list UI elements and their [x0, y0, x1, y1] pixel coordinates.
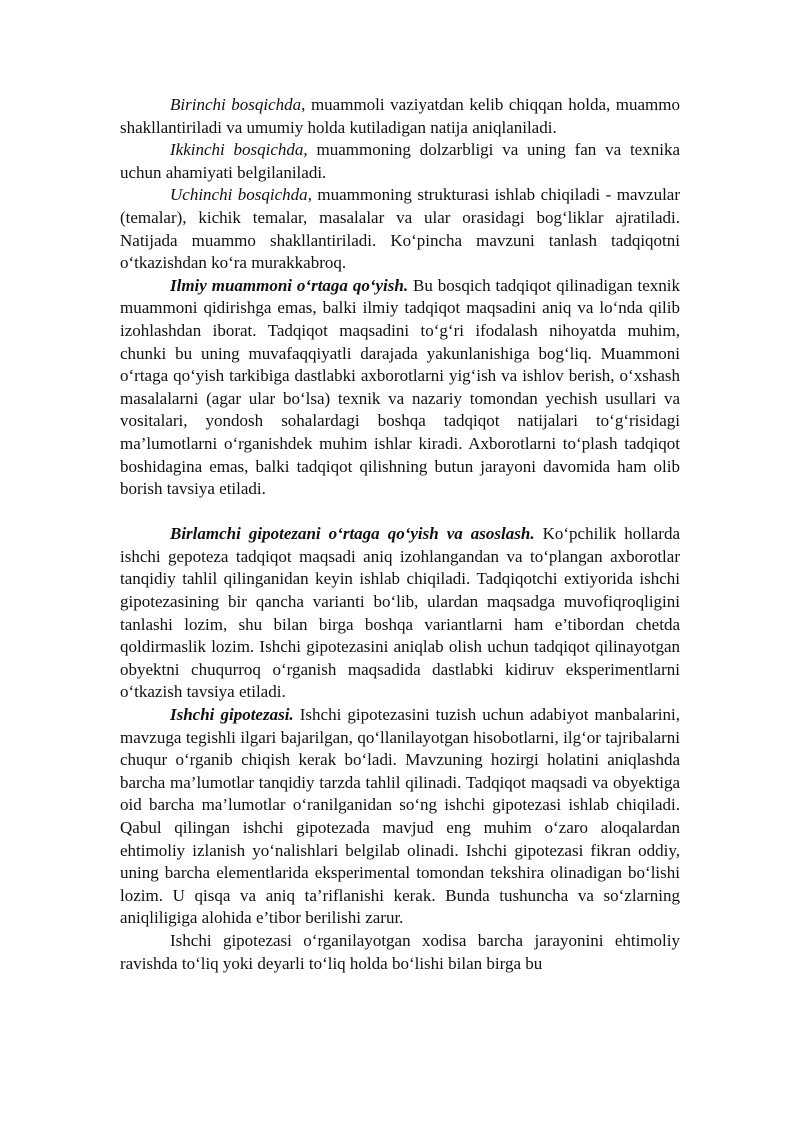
paragraph-text: Bu bosqich tadqiqot qilinadigan texnik muammoni qidirishga emas, balki ilmiy tadqiqot maqsadini aniq va lo‘nda qilib izohlashdan iborat. Tadqiqot maqsadini to‘g‘ri ifodalash nihoyatda muhim, chunki bu uning muvafaqqiyatli darajada yakunlanishiga bog‘liq. Muammoni o‘rtaga qo‘yish tarkibiga dastlabki axborotlarni yig‘ish va ishlov berish, o‘xshash masalalarni (agar ular bo‘lsa) texnik va nazariy tomondan yechish usullari va vositalari, yondosh sohalardagi boshqa tadqiqot natijalari to‘g‘risidagi ma’lumotlarni o‘rganishdek muhim ishlar kiradi. Axborotlarni to‘plash tadqiqot boshidagina emas, balki tadqiqot qilishning butun jarayoni davomida ham olib borish tavsiya etiladi. [120, 275, 680, 499]
paragraph-problem-statement [120, 275, 680, 501]
paragraph-primary-hypothesis [120, 523, 680, 704]
paragraph-text: , muammoning strukturasi ishlab chiqiladi - mavzular (temalar), kichik temalar, masalalar va ular orasidagi bog‘liklar ajratiladi. Natijada muammo shakllantiriladi. Ko‘pincha mavzuni tanlash tadqiqotni o‘tkazishdan ko‘ra murakkabroq. [120, 185, 681, 273]
paragraph-lead: Birinchi bosqichda [170, 95, 302, 114]
paragraph-lead: Ikkinchi bosqichda, [170, 140, 308, 160]
paragraph-stage-three [120, 184, 680, 274]
paragraph-text: Ishchi gipotezasini tuzish uchun adabiyot manbalarini, mavzuga tegishli ilgari bajarilgan, qo‘llanilayotgan hisobotlarni, ilg‘or tajribalarni chuqur o‘rganib chiqish kerak bo‘ladi. Mavzuning hozirgi holatini aniqlashda barcha ma’lumotlar tanqidiy tarzda tahlil qilinadi. Tadqiqot maqsadi va obyektiga oid barcha ma’lumotlar o‘ranilganidan so‘ng ishchi gipotezasi ishlab chiqiladi. Qabul qilingan ishchi gipotezada mavjud eng muhim o‘zaro aloqalardan ehtimoliy izlanish yo‘nalishlari belgilab olinadi. Ishchi gipotezasi fikran oddiy, uning barcha elementlarida eksperimental tomondan tekshira olinadigan bo‘lishi lozim. U qisqa va aniq ta’riflanishi kerak. Bunda tushuncha va so‘zlarning aniqliligiga alohida e’tibor berilishi zarur. [120, 705, 680, 928]
paragraph-continuation [120, 930, 680, 975]
paragraph-stage-two [120, 139, 680, 184]
paragraph-lead: Uchinchi bosqichda [170, 185, 308, 205]
paragraph-heading: Ishchi gipotezasi. [170, 705, 294, 725]
paragraph-text: Ko‘pchilik hollarda ishchi gepoteza tadqiqot maqsadi aniq izohlangandan va to‘plangan axborotlar tanqidiy tahlil qilinganidan keyin ishlab chiqiladi. Tadqiqotchi extiyorida ishchi gipotezasining bir qancha varianti bo‘lib, ulardan maqsadga muvofiqroqligini tanlashi lozim, shu bilan birga boshqa variantlarni ham e’tibordan chetda qoldirmaslik lozim. Ishchi gipotezasini aniqlab olish uchun tadqiqot qilinayotgan obyektni chuqurroq o‘rganish maqsadida dastlabki kidiruv eksperimentlarni o‘tkazish tavsiya etiladi. [120, 524, 680, 702]
paragraph-heading: Birlamchi gipotezani o‘rtaga qo‘yish va asoslash. [170, 524, 535, 544]
document-page [120, 94, 680, 975]
paragraph-heading: Ilmiy muammoni o‘rtaga qo‘yish. [170, 275, 409, 295]
paragraph-stage-one [120, 94, 680, 139]
paragraph-text: muammoning dolzarbligi va uning fan va texnika uchun ahamiyati belgilaniladi. [120, 140, 680, 182]
paragraph-working-hypothesis [120, 704, 680, 930]
paragraph-text: Ishchi gipotezasi o‘rganilayotgan xodisa barcha jarayonini ehtimoliy ravishda to‘liq yoki deyarli to‘liq holda bo‘lishi bilan birga bu [120, 930, 680, 973]
paragraph-text: , muammoli vaziyatdan kelib chiqqan holda, muammo shakllantiriladi va umumiy holda kutiladigan natija aniqlaniladi. [120, 95, 681, 137]
